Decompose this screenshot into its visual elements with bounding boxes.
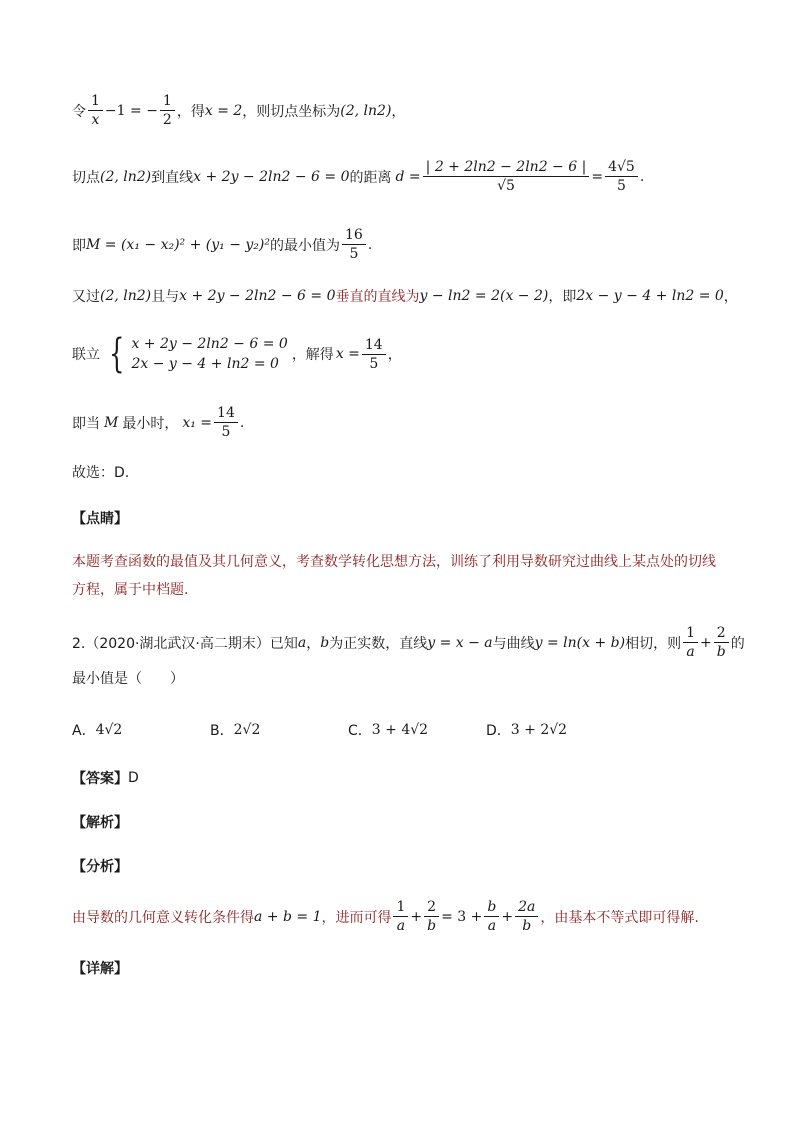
frac-den: 5	[369, 355, 379, 372]
fraction	[362, 336, 386, 373]
text: ，	[723, 289, 738, 305]
frac-num: 2a	[515, 898, 538, 917]
text: 垂直的直线为	[335, 289, 420, 305]
system-row: x + 2y − 2ln2 − 6 = 0	[131, 336, 288, 352]
frac-num: | 2 + 2ln2 − 2ln2 − 6 |	[423, 158, 590, 177]
frac-num: b	[484, 898, 499, 917]
text: 令	[72, 103, 86, 120]
text: 联立	[72, 347, 100, 363]
math: +	[700, 634, 712, 651]
math: a + b = 1	[254, 908, 322, 925]
math: x + 2y − 2ln2 − 6 = 0	[193, 168, 350, 185]
text: ，由基本不等式即可得解.	[540, 909, 699, 926]
text: 到直线	[151, 169, 194, 186]
frac-num: 14	[362, 336, 386, 355]
math: M = (x₁ − x₂)² + (y₁ − y₂)²	[86, 236, 270, 253]
option-c[interactable]	[348, 720, 428, 740]
section-tag-dianjing	[72, 508, 128, 528]
fraction	[515, 898, 538, 935]
math: x =	[335, 346, 360, 362]
text: 故选：D.	[72, 465, 130, 481]
section-tag-jiexi	[72, 812, 128, 832]
answer-line	[72, 768, 139, 788]
fraction	[214, 404, 238, 441]
math: y = x − a	[427, 634, 493, 651]
text: 切点	[72, 169, 100, 186]
line-2	[72, 158, 644, 195]
text: 与曲线	[492, 635, 535, 652]
frac-den: 5	[221, 424, 231, 440]
text: 【分析】	[72, 859, 128, 875]
math: y − ln2 = 2(x − 2)	[419, 288, 549, 304]
text: 由导数的几何意义转化条件得	[72, 909, 254, 926]
text: 【点睛】	[72, 511, 128, 527]
answer-tag: 【答案】	[72, 771, 128, 787]
math: b	[320, 634, 330, 651]
brace-icon: {	[109, 331, 125, 377]
math: (2, ln2)	[100, 288, 152, 304]
option-d[interactable]	[486, 720, 567, 740]
section-tag-xiangjie	[72, 958, 128, 978]
system-rows	[131, 334, 287, 374]
option-value: 3 + 4√2	[371, 722, 429, 738]
text: ，	[306, 635, 321, 652]
math: −1 = −	[104, 102, 158, 119]
line-5	[72, 331, 402, 377]
text: ，	[387, 347, 402, 363]
line-7	[72, 462, 129, 482]
text: 2.（2020·湖北武汉·高二期末）已知	[72, 635, 298, 652]
fraction	[393, 898, 408, 935]
frac-den: a	[396, 918, 406, 934]
frac-num: 16	[342, 226, 366, 245]
section-tag-fenxi	[72, 856, 128, 876]
frac-num: 4√5	[605, 158, 638, 177]
text: ，进而可得	[321, 909, 392, 926]
text: ，	[391, 103, 406, 120]
option-label: C．	[348, 723, 372, 739]
fenxi-line	[72, 898, 699, 935]
dianjing-paragraph	[72, 548, 722, 604]
text: 【解析】	[72, 815, 128, 831]
fraction	[605, 158, 638, 195]
math: (2, ln2)	[100, 168, 152, 185]
text: 即当	[72, 415, 100, 432]
question-2-line-1	[72, 624, 745, 661]
frac-den: b	[716, 644, 726, 660]
fraction	[342, 226, 366, 263]
text: .	[639, 168, 645, 185]
option-value: 3 + 2√2	[510, 722, 568, 738]
math: =	[591, 168, 604, 185]
fraction	[160, 92, 175, 129]
frac-den: b	[522, 918, 532, 934]
text: ，则切点坐标为	[242, 103, 341, 120]
option-value: 4√2	[95, 722, 123, 738]
math: a	[297, 634, 307, 651]
system-row: 2x − y − 4 + ln2 = 0	[131, 356, 279, 372]
frac-num: 1	[160, 92, 175, 111]
text: ，即	[548, 289, 577, 305]
frac-num: 2	[714, 624, 729, 643]
math: +	[501, 908, 514, 925]
math: (2, ln2)	[340, 102, 392, 119]
text: ，解得	[291, 347, 334, 363]
line-6	[72, 404, 244, 441]
text: 相切，则	[625, 635, 682, 652]
option-value: 2√2	[233, 722, 261, 738]
frac-den: b	[427, 918, 437, 934]
math: x + 2y − 2ln2 − 6 = 0	[179, 288, 336, 304]
fraction	[714, 624, 729, 661]
frac-num: 14	[214, 404, 238, 423]
frac-den: 2	[162, 112, 172, 128]
fraction	[88, 92, 103, 129]
frac-num: 1	[88, 92, 103, 111]
question-2-line-2	[72, 668, 184, 688]
option-b[interactable]	[210, 720, 260, 740]
text: 的最小值为	[270, 237, 340, 254]
fraction	[484, 898, 499, 935]
text: 即	[72, 237, 86, 254]
text: 最小值是（ ）	[72, 671, 184, 687]
option-label: A．	[72, 723, 96, 739]
math: M	[104, 414, 119, 431]
frac-den: 5	[349, 246, 359, 262]
frac-num: 2	[424, 898, 439, 917]
answer-value: D	[128, 770, 139, 786]
text: 的	[730, 635, 745, 652]
text: 且与	[151, 289, 180, 305]
frac-den: a	[686, 644, 695, 660]
frac-den: a	[487, 918, 497, 934]
math: = 3 +	[441, 908, 483, 925]
text: 本题考查函数的最值及其几何意义，考查数学转化思想方法，训练了利用导数研究过曲线上某点处的切线方程，属于中档题.	[72, 554, 716, 598]
text: 为正实数，直线	[329, 635, 428, 652]
frac-den: √5	[497, 178, 515, 194]
math: d =	[395, 168, 421, 185]
option-label: D．	[486, 723, 511, 739]
fraction	[423, 158, 590, 195]
frac-den: 5	[616, 178, 626, 194]
line-4	[72, 286, 738, 306]
text: 的距离	[349, 169, 392, 186]
math: y = ln(x + b)	[534, 634, 626, 651]
frac-num: 1	[393, 898, 408, 917]
equation-system	[104, 331, 288, 377]
fraction	[424, 898, 439, 935]
text: 【详解】	[72, 961, 128, 977]
line-1	[72, 92, 405, 129]
math: +	[410, 908, 423, 925]
fraction	[683, 624, 698, 661]
line-3	[72, 226, 372, 263]
text: 最小时，	[122, 415, 179, 432]
text: ，得	[176, 103, 205, 120]
frac-den: x	[91, 112, 100, 128]
math: 2x − y − 4 + ln2 = 0	[576, 288, 724, 304]
text: .	[239, 414, 245, 431]
frac-num: 1	[683, 624, 698, 643]
math: x = 2	[204, 102, 243, 119]
text: .	[367, 236, 373, 253]
math: x₁ =	[182, 414, 213, 431]
option-a[interactable]	[72, 720, 122, 740]
option-label: B．	[210, 723, 234, 739]
text: 又过	[72, 289, 100, 305]
